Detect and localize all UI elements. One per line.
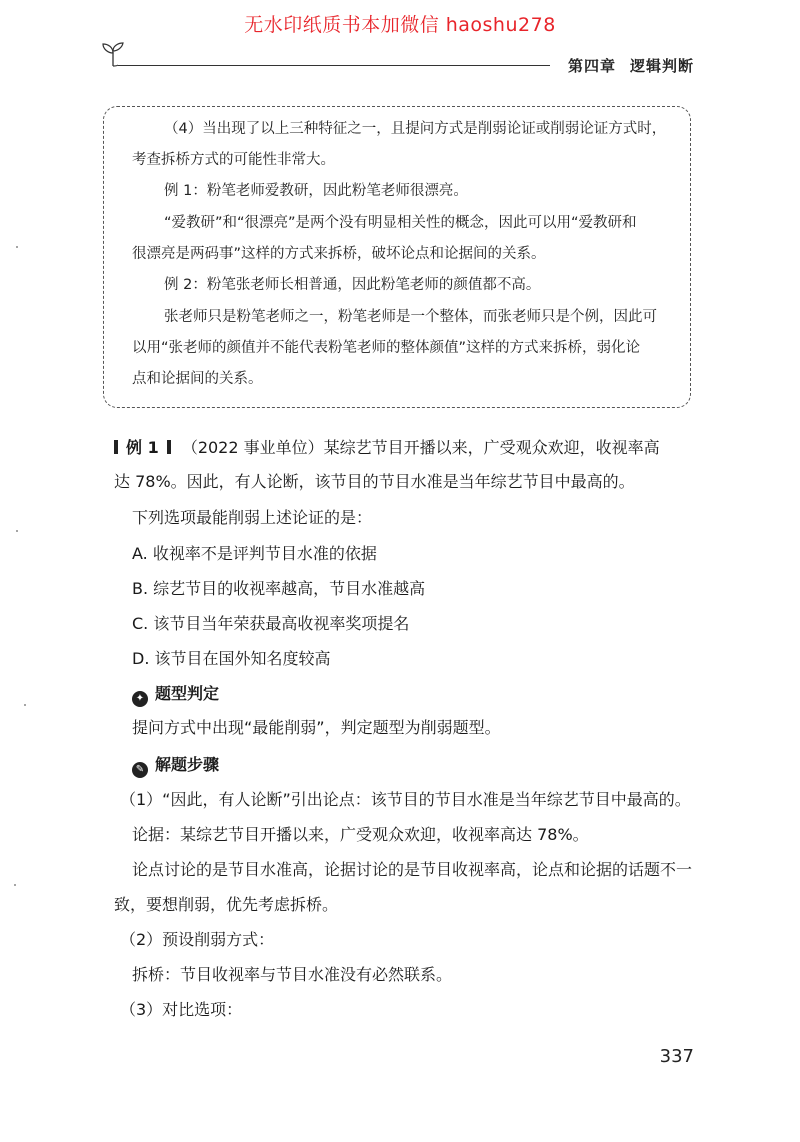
tip-line: “爱教研”和“很漂亮”是两个没有明显相关性的概念，因此可以用“爱教研和	[164, 215, 637, 231]
section-type-heading: ✦ 题型判定	[132, 683, 219, 707]
option-c: C. 该节目当年荣获最高收视率奖项提名	[132, 614, 410, 633]
scan-speck	[24, 704, 26, 706]
question-stem: 下列选项最能削弱上述论证的是：	[132, 508, 373, 527]
sprout-icon	[100, 40, 126, 68]
example-bar-right	[167, 440, 171, 454]
example-label: 例 1	[126, 438, 159, 457]
pencil-icon: ✎	[132, 762, 148, 778]
tip-line: 点和论据间的关系。	[132, 371, 263, 387]
lightbulb-icon: ✦	[132, 691, 148, 707]
chapter-number: 第四章	[567, 57, 616, 75]
step-line: （3）对比选项：	[120, 1000, 243, 1019]
header-rule	[118, 65, 550, 66]
section-steps-heading: ✎ 解题步骤	[132, 754, 219, 778]
step-line: （2）预设削弱方式：	[120, 930, 275, 949]
scan-speck	[14, 884, 16, 886]
tip-line: 例 2：粉笔张老师长相普通，因此粉笔老师的颜值都不高。	[164, 277, 541, 293]
scan-speck	[16, 530, 18, 532]
scan-speck	[16, 246, 18, 248]
page-number: 337	[659, 1046, 694, 1067]
step-line: （1）“因此，有人论断”引出论点：该节目的节目水准是当年综艺节目中最高的。	[120, 790, 691, 809]
tip-line: 以用“张老师的颜值并不能代表粉笔老师的整体颜值”这样的方式来拆桥，弱化论	[132, 340, 641, 356]
example-header	[114, 437, 660, 459]
example-bar-left	[114, 440, 118, 454]
example-text-line1: （2022 事业单位）某综艺节目开播以来，广受观众欢迎，收视率高	[181, 438, 660, 457]
option-d: D. 该节目在国外知名度较高	[132, 649, 331, 668]
step-line: 致，要想削弱，优先考虑拆桥。	[114, 895, 339, 914]
tip-line: 张老师只是粉笔老师之一，粉笔老师是一个整体，而张老师只是个例，因此可	[164, 309, 657, 325]
tip-line: （4）当出现了以上三种特征之一，且提问方式是削弱论证或削弱论证方式时，	[164, 121, 667, 137]
option-b: B. 综艺节目的收视率越高，节目水准越高	[132, 579, 426, 598]
section-type-text: 提问方式中出现“最能削弱”，判定题型为削弱题型。	[132, 718, 501, 737]
option-a: A. 收视率不是评判节目水准的依据	[132, 544, 377, 563]
watermark: 无水印纸质书本加微信 haoshu278	[244, 14, 556, 36]
tip-box	[103, 106, 691, 408]
tip-line: 例 1：粉笔老师爱教研，因此粉笔老师很漂亮。	[164, 183, 468, 199]
step-line: 论据：某综艺节目开播以来，广受观众欢迎，收视率高达 78%。	[132, 825, 589, 844]
step-line: 拆桥：节目收视率与节目水准没有必然联系。	[132, 965, 453, 984]
tip-line: 考查拆桥方式的可能性非常大。	[132, 152, 335, 168]
tip-line: 很漂亮是两码事”这样的方式来拆桥，破坏论点和论据间的关系。	[132, 246, 546, 262]
chapter-name: 逻辑判断	[629, 57, 694, 75]
chapter-title	[568, 55, 694, 76]
example-text-line2: 达 78%。因此，有人论断，该节目的节目水准是当年综艺节目中最高的。	[114, 472, 635, 491]
step-line: 论点讨论的是节目水准高，论据讨论的是节目收视率高，论点和论据的话题不一	[132, 860, 693, 879]
